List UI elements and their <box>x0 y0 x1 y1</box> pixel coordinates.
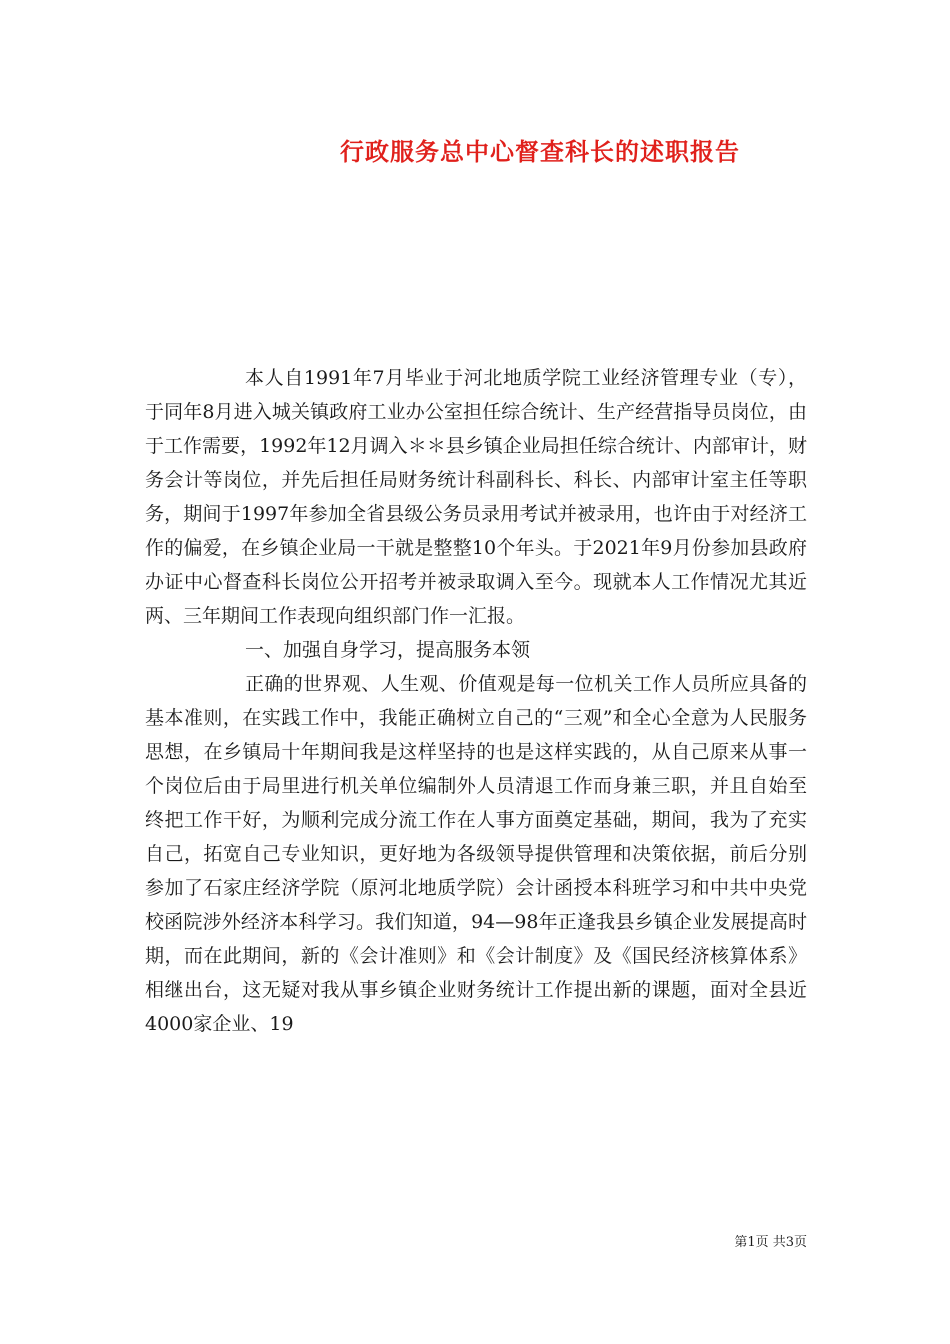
document-title: 行政服务总中心督查科长的述职报告 <box>340 137 740 166</box>
paragraph-section-one: 正确的世界观、人生观、价值观是每一位机关工作人员所应具备的基本准则，在实践工作中，我能正确树立自己的“三观”和全心全意为人民服务思想，在乡镇局十年期间我是这样坚持的也是这样实践的，从自己原来从事一个岗位后由于局里进行机关单位编制外人员清退工作而身兼三职，并且自始至终把工作干好，为顺利完成分流工作在人事方面奠定基础，期间，我为了充实自己，拓宽自己专业知识，更好地为各级领导提供管理和决策依据，前后分别参加了石家庄经济学院（原河北地质学院）会计函授本科班学习和中共中央党校函院涉外经济本科学习。我们知道，94—98年正逢我县乡镇企业发展提高时期，而在此期间，新的《会计准则》和《会计制度》及《国民经济核算体系》相继出台，这无疑对我从事乡镇企业财务统计工作提出新的课题，面对全县近4000家企业、19 <box>145 673 807 1035</box>
section-heading: 一、加强自身学习，提高服务本领 <box>245 639 531 661</box>
page-number: 第1页 共3页 <box>734 1235 807 1250</box>
paragraph-intro: 本人自1991年7月毕业于河北地质学院工业经济管理专业（专），于同年8月进入城关镇政府工业办公室担任综合统计、生产经营指导员岗位，由于工作需要，1992年12月调入＊＊县乡镇企业局担任综合统计、内部审计，财务会计等岗位，并先后担任局财务统计科副科长、科长、内部审计室主任等职务，期间于1997年参加全省县级公务员录用考试并被录用，也许由于对经济工作的偏爱，在乡镇企业局一干就是整整10个年头。于2021年9月份参加县政府办证中心督查科长岗位公开招考并被录取调入至今。现就本人工作情况尤其近两、三年期间工作表现向组织部门作一汇报。 <box>145 367 807 627</box>
document-body <box>145 361 807 1041</box>
